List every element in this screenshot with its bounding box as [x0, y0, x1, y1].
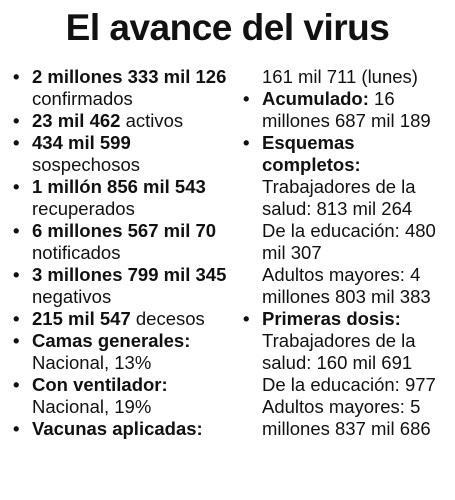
- list-item-activos: [10, 110, 230, 132]
- list-item-con-ventilador: [10, 374, 230, 418]
- bullet-icon: •: [13, 418, 20, 439]
- item-value: 3 millones 799 mil 345: [32, 264, 227, 285]
- list-item-recuperados: [10, 176, 230, 220]
- item-heading: Con ventilador:: [32, 374, 168, 395]
- item-label: activos: [120, 110, 184, 131]
- bullet-icon: •: [243, 132, 250, 153]
- bullet-icon: •: [13, 330, 20, 351]
- item-label: recuperados: [32, 198, 135, 219]
- item-label: decesos: [130, 308, 205, 329]
- bullet-icon: •: [13, 220, 20, 241]
- bullet-icon: •: [13, 66, 20, 87]
- list-item-negativos: [10, 264, 230, 308]
- bullet-icon: •: [13, 264, 20, 285]
- item-heading: Acumulado:: [262, 88, 369, 109]
- list-item-notificados: [10, 220, 230, 264]
- item-detail-educacion: De la educación: 480 mil 307: [262, 220, 436, 263]
- item-detail-adultos-mayores: Adultos mayores: 4 millones 803 mil 383: [262, 264, 431, 307]
- right-column: [240, 66, 455, 440]
- item-detail-salud: Trabajadores de la salud: 160 mil 691: [262, 330, 416, 373]
- item-heading: Primeras dosis:: [262, 308, 401, 329]
- item-value: 6 millones 567 mil 70: [32, 220, 217, 241]
- bullet-icon: •: [13, 132, 20, 153]
- vacunas-aplicadas-continuation: 161 mil 711 (lunes): [262, 66, 418, 87]
- item-detail-educacion: De la educación: 977: [262, 374, 436, 395]
- item-value: 1 millón 856 mil 543: [32, 176, 206, 197]
- list-item-esquemas-completos: [240, 132, 455, 308]
- item-value: 434 mil 599: [32, 132, 131, 153]
- list-item-confirmados: [10, 66, 230, 110]
- item-detail: Nacional, 13%: [32, 352, 152, 373]
- bullet-icon: •: [13, 308, 20, 329]
- bullet-icon: •: [13, 374, 20, 395]
- list-item-vacunas-aplicadas: [10, 418, 230, 440]
- item-heading: Vacunas aplicadas:: [32, 418, 203, 439]
- item-heading: Camas generales:: [32, 330, 191, 351]
- item-value: 23 mil 462: [32, 110, 121, 131]
- left-column: [10, 66, 230, 440]
- bullet-icon: •: [243, 88, 250, 109]
- bullet-icon: •: [13, 176, 20, 197]
- bullet-icon: •: [243, 308, 250, 329]
- list-item-camas-generales: [10, 330, 230, 374]
- item-detail-adultos-mayores: Adultos mayores: 5 millones 837 mil 686: [262, 396, 431, 439]
- item-label: confirmados: [32, 88, 133, 109]
- item-label: notificados: [32, 242, 121, 263]
- list-item-primeras-dosis: [240, 308, 455, 440]
- item-value: 2 millones 333 mil 126: [32, 66, 227, 87]
- stats-list-right: [240, 88, 455, 440]
- bullet-icon: •: [13, 110, 20, 131]
- item-label: negativos: [32, 286, 112, 307]
- item-detail: 16 millones 687 mil 189: [262, 88, 431, 131]
- item-label: sospechosos: [32, 154, 140, 175]
- item-value: 215 mil 547: [32, 308, 131, 329]
- stats-list-left: [10, 66, 230, 440]
- item-detail: Nacional, 19%: [32, 396, 152, 417]
- item-detail-salud: Trabajadores de la salud: 813 mil 264: [262, 176, 416, 219]
- list-item-decesos: [10, 308, 230, 330]
- page-title: El avance del virus: [65, 7, 390, 48]
- list-item-sospechosos: [10, 132, 230, 176]
- list-item-acumulado: [240, 88, 455, 132]
- item-heading: Esquemas completos:: [262, 132, 361, 175]
